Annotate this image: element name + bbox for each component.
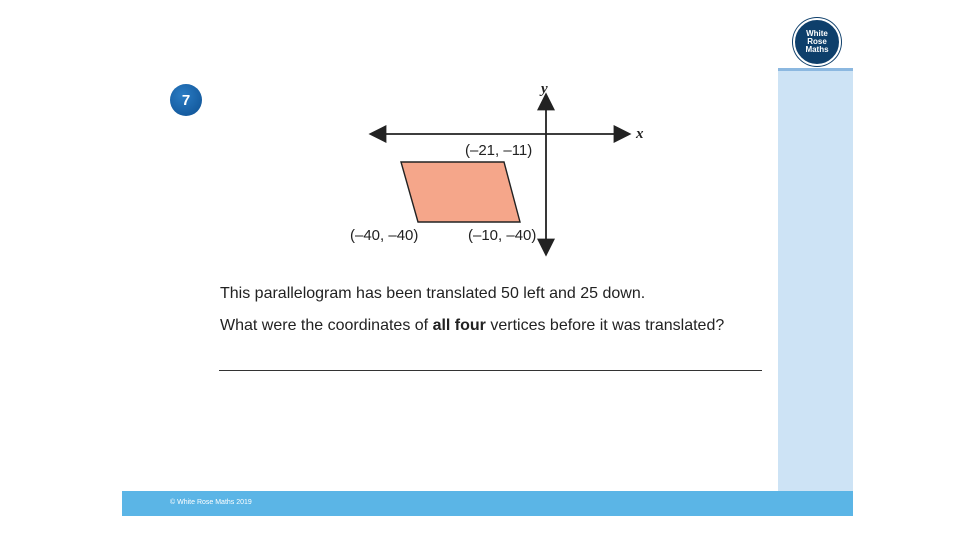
sentence-2-emphasis: all four <box>432 317 486 334</box>
logo-text: White Rose Maths <box>805 29 829 54</box>
vertex-label-top-right: (–21, –11) <box>465 142 533 159</box>
vertex-label-bottom-left: (–40, –40) <box>350 227 419 244</box>
question-number: 7 <box>181 91 191 109</box>
question-sentence-1: This parallelogram has been translated 50 left and 25 down. <box>220 285 646 302</box>
answer-line[interactable] <box>219 370 762 371</box>
footer-bar <box>122 491 853 516</box>
copyright-text: © White Rose Maths 2019 <box>170 499 252 506</box>
sentence-2-end: vertices before it was translated? <box>485 317 725 334</box>
question-number-badge <box>170 84 202 116</box>
y-axis-label: y <box>541 81 548 97</box>
white-rose-maths-logo <box>793 18 841 66</box>
parallelogram <box>401 162 520 222</box>
coordinate-diagram <box>340 78 660 268</box>
x-axis-label: x <box>636 126 644 142</box>
sentence-2-start: What were the coordinates of <box>220 317 433 334</box>
vertex-label-bottom-right: (–10, –40) <box>468 227 537 244</box>
side-panel-divider <box>778 68 853 71</box>
question-sentence-2 <box>220 317 724 335</box>
diagram-svg <box>340 78 660 263</box>
side-panel <box>778 0 853 491</box>
